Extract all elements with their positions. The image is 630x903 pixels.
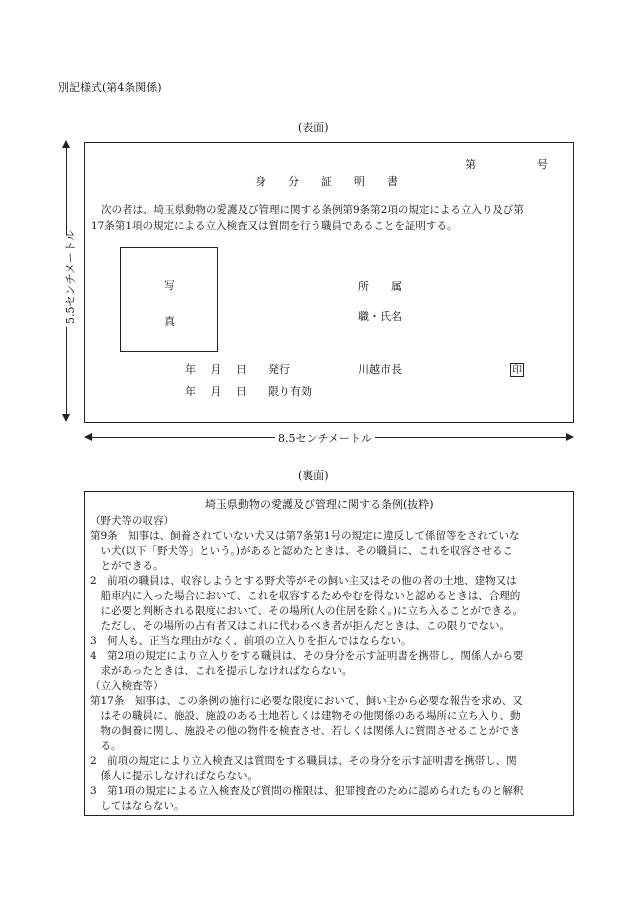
ordinance-line: ただし、その場所の占有者又はこれに代わるべき者が拒んだときは、この限りでない。 — [90, 620, 510, 632]
back-title: 埼玉県動物の愛護及び管理に関する条例(抜粋) — [205, 498, 434, 511]
issuer-name: 川越市長 — [358, 363, 402, 376]
ordinance-line: 物の飼養に関し、施設その他の物件を検査させ、若しくは関係人に質問させることができ — [90, 725, 521, 737]
ordinance-line: る。 — [90, 740, 122, 752]
valid-label: 限り有効 — [268, 385, 312, 398]
ordinance-line: （野犬等の収容） — [90, 515, 174, 527]
number-suffix: 号 — [537, 158, 548, 171]
ordinance-line: とができる。 — [90, 560, 164, 572]
ordinance-line: （立入検査等） — [90, 680, 164, 692]
issued-label: 発行 — [268, 363, 290, 376]
ordinance-line: 求があったときは、これを提示しなければならない。 — [90, 665, 353, 677]
certification-text-line1: 次の者は、埼玉県動物の愛護及び管理に関する条例第9条第2項の規定による立入り及び第 — [101, 204, 524, 216]
ordinance-line: 4 第2項の規定により立入りをする職員は、その身分を示す証明書を携帯し、関係人から要 — [90, 650, 524, 662]
photo-label-2: 真 — [164, 315, 175, 328]
form-header: 別記様式(第4条関係) — [58, 81, 162, 94]
ordinance-line: 2 前項の規定により立入検査又は質問をする職員は、その身分を示す証明書を携帯し、関 — [90, 755, 517, 767]
ordinance-line: い犬(以下「野犬等」という。)があると認めたときは、その職員に、これを収容させるこ — [90, 545, 513, 557]
id-card-front — [84, 142, 574, 423]
ordinance-line: に必要と判断される限度において、その場所(人の住居を除く。)に立ち入ることができる。 — [90, 605, 524, 617]
ordinance-line: 第17条 知事は、この条例の施行に必要な限度において、飼い主から必要な報告を求め、又 — [90, 695, 523, 707]
front-side-label: (表面) — [298, 121, 329, 134]
photo-area — [120, 247, 218, 352]
width-dimension-label: 8.5センチメートル — [275, 430, 375, 446]
ordinance-line: 第9条 知事は、飼養されていない犬又は第7条第1号の規定に違反して係留等をされていな — [90, 530, 520, 542]
ordinance-line: 3 第1項の規定による立入検査及び質問の権限は、犯罪捜査のために認められたものと解釈 — [90, 785, 524, 797]
certification-text-line2: 17条第1項の規定による立入検査又は質問を行う職員であることを証明する。 — [91, 220, 458, 232]
ordinance-line: はその職員に、施設、施設のある土地若しくは建物その他関係のある場所に立ち入り、動 — [90, 710, 521, 722]
ordinance-line: 3 何人も、正当な理由がなく、前項の立入りを拒んではならない。 — [90, 635, 412, 647]
position-name-label: 職・氏名 — [358, 310, 402, 323]
issue-date: 年 月 日 — [185, 363, 247, 376]
photo-label-1: 写 — [164, 279, 175, 292]
card-title: 身 分 証 明 書 — [255, 175, 398, 188]
arrow-down-icon — [62, 414, 70, 422]
back-side-label: (裏面) — [298, 469, 329, 482]
arrow-right-icon — [566, 433, 574, 441]
height-dimension-label: 5.5センチメートル — [62, 235, 78, 327]
ordinance-line: 2 前項の職員は、収容しようとする野犬等がその飼い主又はその他の者の土地、建物又は — [90, 575, 517, 587]
affiliation-label: 所 属 — [358, 280, 402, 293]
valid-date: 年 月 日 — [185, 385, 247, 398]
seal-mark: 印 — [512, 365, 522, 376]
number-prefix: 第 — [465, 158, 476, 171]
ordinance-line: してはならない。 — [90, 800, 185, 812]
ordinance-line: 係人に提示しなければならない。 — [90, 770, 258, 782]
ordinance-line: 船車内に入った場合において、これを収容するためやむを得ないと認めるときは、合理的 — [90, 590, 521, 602]
